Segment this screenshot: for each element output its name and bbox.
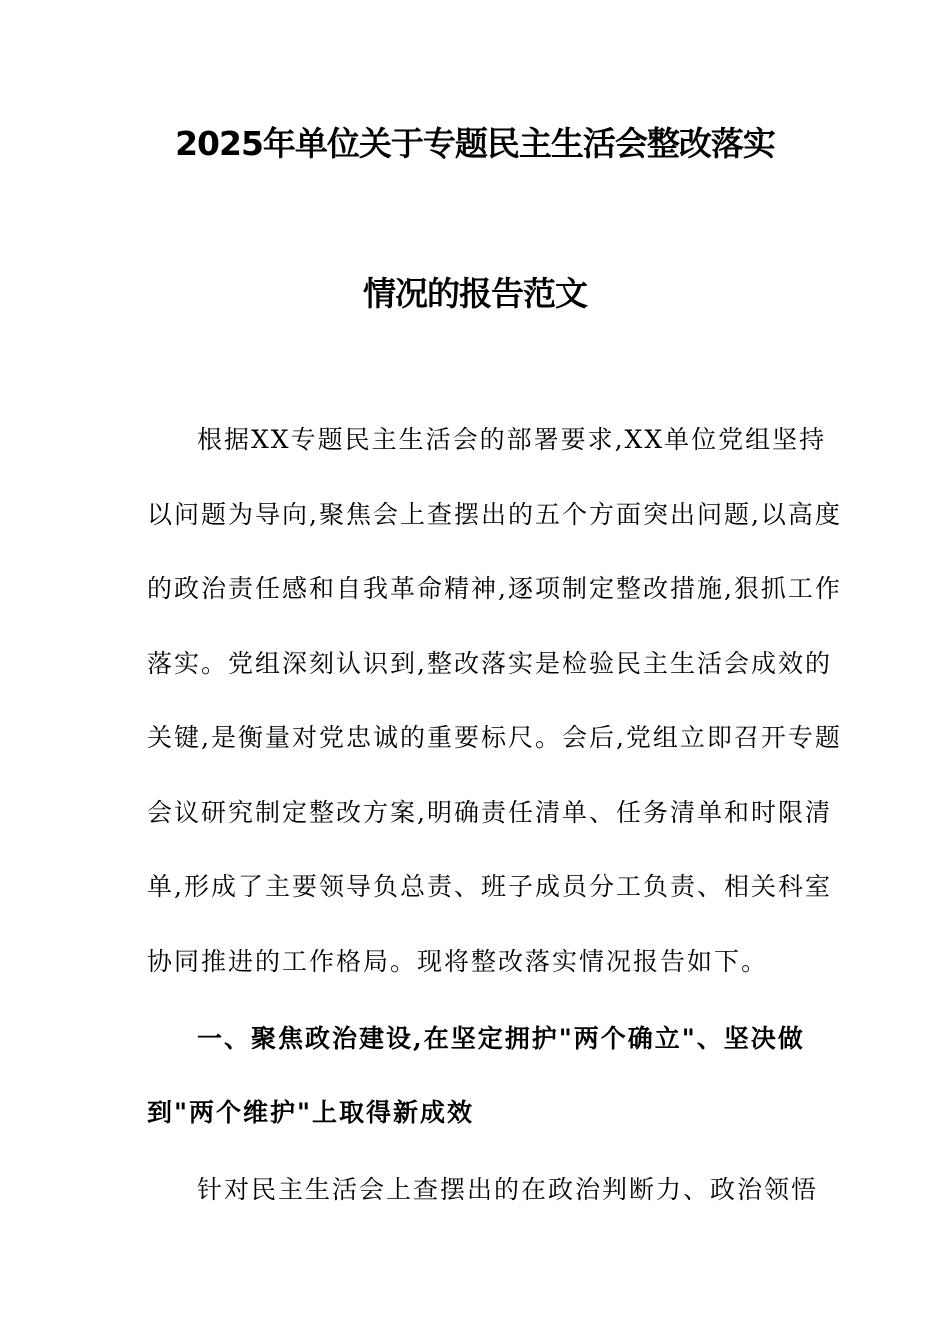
document-title-line-1: 2025年单位关于专题民主生活会整改落实 — [175, 124, 775, 163]
intro-paragraph-line: 落实。党组深刻认识到,整改落实是检验民主生活会成效的 — [147, 649, 832, 678]
intro-paragraph-line: 关键,是衡量对党忠诚的重要标尺。会后,党组立即召开专题 — [147, 723, 842, 752]
section-1-heading-line: 到"两个维护"上取得新成效 — [147, 1098, 475, 1127]
intro-paragraph-line: 以问题为导向,聚焦会上查摆出的五个方面突出问题,以高度 — [147, 500, 842, 529]
intro-paragraph-line: 协同推进的工作格局。现将整改落实情况报告如下。 — [147, 947, 769, 976]
section-1-heading-line: 一、聚焦政治建设,在坚定拥护"两个确立"、坚决做 — [197, 1024, 805, 1053]
intro-paragraph-line: 的政治责任感和自我革命精神,逐项制定整改措施,狠抓工作 — [147, 574, 842, 603]
intro-paragraph-line: 根据XX专题民主生活会的部署要求,XX单位党组坚持 — [197, 425, 827, 454]
document-title-line-2: 情况的报告范文 — [363, 274, 587, 313]
section-1-paragraph-line: 针对民主生活会上查摆出的在政治判断力、政治领悟 — [197, 1175, 819, 1204]
intro-paragraph-line: 会议研究制定整改方案,明确责任清单、任务清单和时限清 — [147, 798, 832, 827]
intro-paragraph-line: 单,形成了主要领导负总责、班子成员分工负责、相关科室 — [147, 872, 832, 901]
